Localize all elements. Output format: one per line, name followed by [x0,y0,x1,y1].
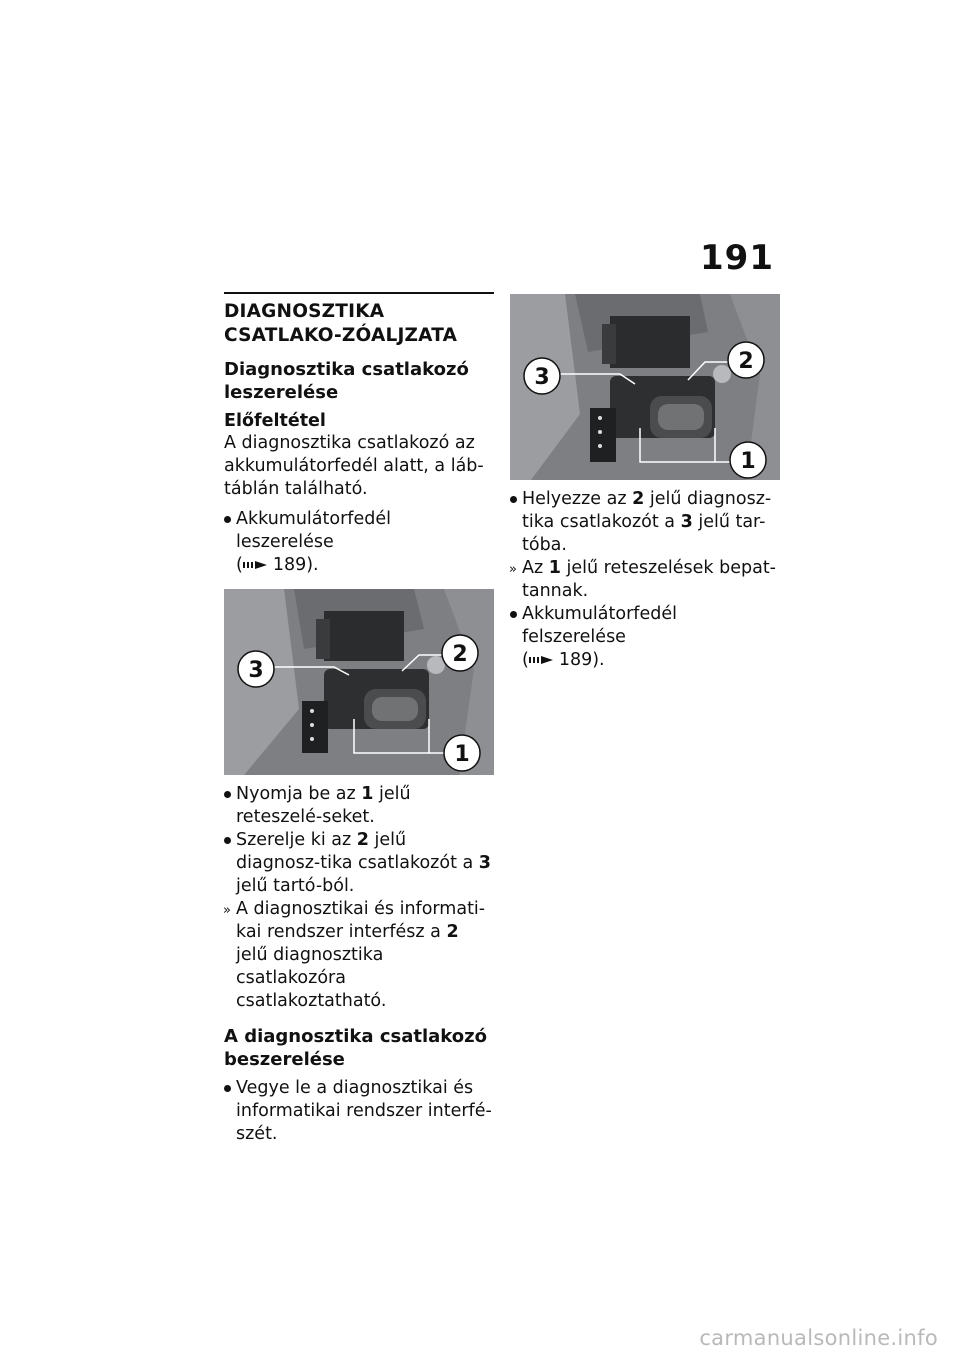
removal-step-battery-cover: Akkumulátorfedél leszerelése ( 189). [236,509,391,575]
callout-3: 3 [534,365,550,390]
left-column [224,292,494,1146]
page-reference: 189). [272,555,319,575]
callout-2: 2 [738,349,754,374]
installation-step-remove-interface: Vegye le a diagnosztikai és informatikai rendszer interfé-szét. [236,1078,492,1144]
removal-step-press-latches: Nyomja be az 1 jelű reteszelé-seket. [236,784,411,827]
watermark: carmanualsonline.info [699,1326,938,1350]
result-marker-icon: » [223,903,231,918]
installation-step-insert-connector: Helyezze az 2 jelű diagnosz-tika csatlakozót a 3 jelű tar-tóba. [522,489,772,555]
removal-step-remove-connector: Szerelje ki az 2 jelű diagnosz-tika csatlakozót a 3 jelű tartó-ból. [236,830,491,896]
connector-photo-2 [510,294,780,480]
result-marker-icon: » [509,562,517,577]
installation-step-battery-cover: Akkumulátorfedél felszerelése ( 189). [522,604,677,670]
precondition-label: Előfeltétel [224,411,326,431]
section-title: DIAGNOSZTIKA CSATLAKO-ZÓALJZATA [224,301,458,346]
callout-1: 1 [454,742,470,767]
installation-title: A diagnosztika csatlakozó beszerelése [224,1026,487,1070]
connector-photo-1 [224,589,494,775]
section-rule [224,292,494,294]
callout-1: 1 [740,449,756,474]
callout-2: 2 [452,642,468,667]
page-reference: 189). [558,650,605,670]
page-ref-arrow-icon [243,555,269,567]
callout-3: 3 [248,658,264,683]
removal-result: » A diagnosztikai és informati-kai rendszer interfész a 2 jelű diagnosztika csatlakozóra csatlakoztatható. [223,899,486,1011]
right-column [510,292,780,672]
installation-result: » Az 1 jelű reteszelések bepat-tannak. [509,558,776,601]
removal-title: Diagnosztika csatlakozó leszerelése [224,359,469,403]
precondition-text: A diagnosztika csatlakozó az akkumulátorfedél alatt, a láb-táblán található. [224,433,484,499]
page-ref-arrow-icon [529,650,555,662]
page-number: 191 [700,238,774,278]
